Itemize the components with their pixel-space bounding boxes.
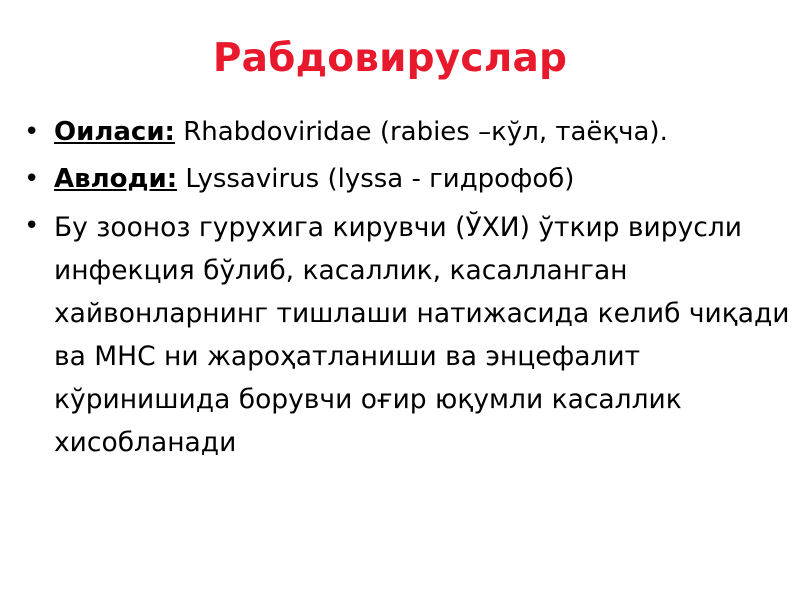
bullet-genus bbox=[22, 159, 792, 200]
genus-label: Авлоди: bbox=[54, 164, 178, 194]
genus-text: Lyssavirus (lyssa - гидрофоб) bbox=[177, 164, 575, 194]
bullet-family bbox=[22, 112, 792, 153]
bullet-dot-icon: • bbox=[24, 164, 40, 194]
bullet-dot-icon: • bbox=[24, 211, 40, 241]
slide-title: Рабдовируслар bbox=[212, 36, 568, 81]
bullet-dot-icon: • bbox=[24, 117, 40, 147]
description-text: Бу зооноз гурухига кирувчи (ЎХИ) ўткир вирусли инфекция бўлиб, касаллик, касалланган хайвонларнинг тишлаши натижасида келиб чиқади ва МНС ни жароҳатланиши ва энцефалит кўринишида борувчи оғир юқумли касаллик хисобланади bbox=[54, 212, 790, 458]
bullet-description bbox=[22, 206, 792, 464]
bullet-list bbox=[22, 112, 792, 470]
family-label: Оиласи: bbox=[54, 117, 175, 147]
family-text: Rhabdoviridae (rabies –кўл, таёқча). bbox=[174, 117, 668, 147]
